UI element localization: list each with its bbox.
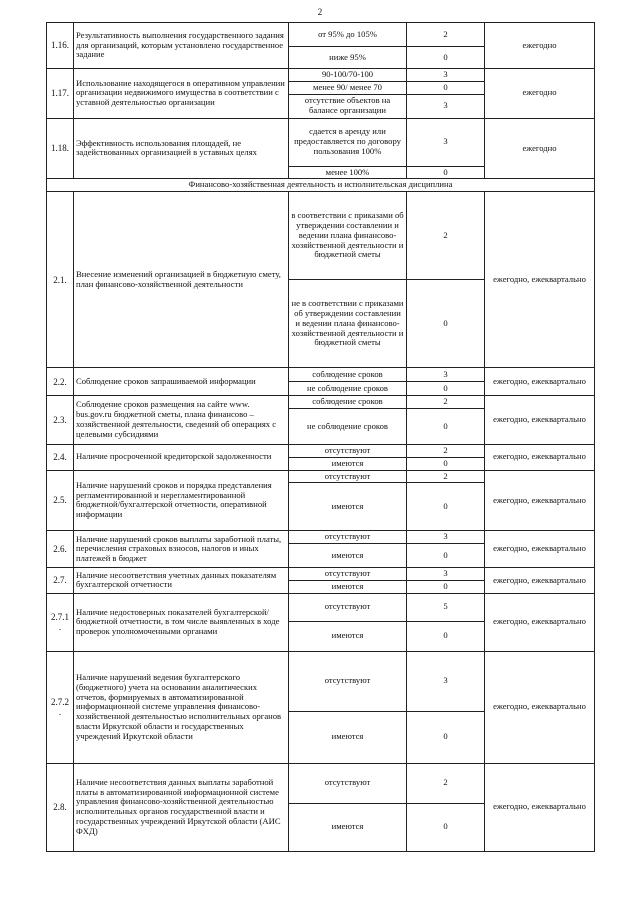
criterion-text: Соблюдение сроков размещения на сайте www. bus.gov.ru бюджетной сметы, плана финансово – хозяйственной деятельности, сведений об операциях с целевыми субсидиями: [74, 396, 289, 445]
row-number: 2.2.: [47, 368, 74, 396]
criterion-text: Эффективность использования площадей, не задействованных организацией в уставных целях: [74, 118, 289, 179]
frequency-text: ежегодно, ежеквартально: [485, 763, 595, 851]
score-value: 0: [407, 457, 485, 470]
score-value: 0: [407, 280, 485, 368]
table-row: [47, 396, 595, 409]
row-number: 1.18.: [47, 118, 74, 179]
frequency-text: ежегодно: [485, 69, 595, 119]
frequency-text: ежегодно, ежеквартально: [485, 470, 595, 531]
condition-text: отсутствуют: [289, 593, 407, 621]
condition-text: не соблюдение сроков: [289, 408, 407, 444]
condition-text: сдается в аренду или предоставляется по договору пользования 100%: [289, 118, 407, 166]
criterion-text: Внесение изменений организацией в бюджетную смету, план финансово-хозяйственной деятельности: [74, 192, 289, 368]
condition-text: отсутствуют: [289, 444, 407, 457]
frequency-text: ежегодно, ежеквартально: [485, 396, 595, 445]
row-number: 1.17.: [47, 69, 74, 119]
score-value: 3: [407, 568, 485, 581]
row-number: 2.7.2 .: [47, 651, 74, 763]
frequency-text: ежегодно, ежеквартально: [485, 531, 595, 568]
score-value: 0: [407, 544, 485, 568]
table-row: [47, 118, 595, 166]
condition-text: имеются: [289, 457, 407, 470]
section-title: Финансово-хозяйственная деятельность и исполнительская дисциплина: [47, 179, 595, 192]
score-value: 3: [407, 368, 485, 382]
frequency-text: ежегодно: [485, 23, 595, 69]
table-row: [47, 444, 595, 457]
row-number: 2.7.1 .: [47, 593, 74, 651]
table-row: [47, 593, 595, 621]
condition-text: менее 100%: [289, 166, 407, 179]
frequency-text: ежегодно, ежеквартально: [485, 651, 595, 763]
table-row: [47, 568, 595, 581]
condition-text: в соответствии с приказами об утверждении составлении и ведении плана финансово-хозяйственной деятельности и бюджетной сметы: [289, 192, 407, 280]
score-value: 2: [407, 23, 485, 47]
row-number: 2.4.: [47, 444, 74, 470]
score-value: 3: [407, 94, 485, 118]
row-number: 2.1.: [47, 192, 74, 368]
score-value: 0: [407, 408, 485, 444]
condition-text: от 95% до 105%: [289, 23, 407, 47]
criteria-table: [46, 22, 595, 852]
condition-text: ниже 95%: [289, 47, 407, 69]
score-value: 0: [407, 803, 485, 851]
condition-text: отсутствуют: [289, 763, 407, 803]
criterion-text: Наличие нарушений сроков выплаты заработной платы, перечисления страховых взносов, налогов и иных платежей в бюджет: [74, 531, 289, 568]
criterion-text: Результативность выполнения государственного задания для организаций, которым установлено государственное задание: [74, 23, 289, 69]
criterion-text: Наличие нарушений ведения бухгалтерского (бюджетного) учета на основании аналитических отчетов, формируемых в автоматизированной информационной системе управления финансово-хозяйственной деятельностью исполнительных органов власти Иркутской области и государственных учреждений Иркутской области: [74, 651, 289, 763]
table-row: [47, 69, 595, 82]
condition-text: отсутствие объектов на балансе организации: [289, 94, 407, 118]
score-value: 3: [407, 651, 485, 711]
score-value: 0: [407, 580, 485, 593]
table-row: [47, 531, 595, 544]
condition-text: 90-100/70-100: [289, 69, 407, 82]
condition-text: имеются: [289, 483, 407, 531]
score-value: 5: [407, 593, 485, 621]
frequency-text: ежегодно: [485, 118, 595, 179]
criterion-text: Наличие просроченной кредиторской задолженности: [74, 444, 289, 470]
score-value: 0: [407, 483, 485, 531]
row-number: 2.5.: [47, 470, 74, 531]
frequency-text: ежегодно, ежеквартально: [485, 368, 595, 396]
score-value: 3: [407, 531, 485, 544]
condition-text: отсутствуют: [289, 651, 407, 711]
table-row: [47, 368, 595, 382]
score-value: 2: [407, 396, 485, 409]
criterion-text: Наличие нарушений сроков и порядка представления регламентированной и нерегламентированной бюджетной/бухгалтерской отчетности, оперативной информации: [74, 470, 289, 531]
row-number: 2.8.: [47, 763, 74, 851]
score-value: 0: [407, 166, 485, 179]
score-value: 0: [407, 711, 485, 763]
criterion-text: Использование находящегося в оперативном управлении организации недвижимого имущества в соответствии с уставной деятельностью организации: [74, 69, 289, 119]
condition-text: отсутствуют: [289, 568, 407, 581]
condition-text: отсутствуют: [289, 470, 407, 483]
criterion-text: Соблюдение сроков запрашиваемой информации: [74, 368, 289, 396]
row-number: 1.16.: [47, 23, 74, 69]
condition-text: не соблюдение сроков: [289, 382, 407, 396]
page-number: 2: [317, 7, 323, 17]
condition-text: соблюдение сроков: [289, 396, 407, 409]
condition-text: имеются: [289, 711, 407, 763]
frequency-text: ежегодно, ежеквартально: [485, 192, 595, 368]
score-value: 0: [407, 81, 485, 94]
score-value: 0: [407, 382, 485, 396]
table-row: [47, 192, 595, 280]
criterion-text: Наличие несоответствия данных выплаты заработной платы в автоматизированной информационной системе управления финансово-хозяйственной деятельностью исполнительных органов государственной власти и государственных учреждений Иркутской области (АИС ФХД): [74, 763, 289, 851]
score-value: 3: [407, 69, 485, 82]
condition-text: имеются: [289, 580, 407, 593]
score-value: 0: [407, 621, 485, 651]
score-value: 0: [407, 47, 485, 69]
row-number: 2.3.: [47, 396, 74, 445]
score-value: 2: [407, 763, 485, 803]
score-value: 2: [407, 444, 485, 457]
table-row: [47, 470, 595, 483]
table-row: [47, 23, 595, 47]
condition-text: имеются: [289, 621, 407, 651]
score-value: 2: [407, 192, 485, 280]
condition-text: менее 90/ менее 70: [289, 81, 407, 94]
condition-text: имеются: [289, 803, 407, 851]
frequency-text: ежегодно, ежеквартально: [485, 568, 595, 594]
row-number: 2.7.: [47, 568, 74, 594]
condition-text: отсутствуют: [289, 531, 407, 544]
section-header-row: [47, 179, 595, 192]
table-row: [47, 651, 595, 711]
criterion-text: Наличие несоответствия учетных данных показателям бухгалтерской отчетности: [74, 568, 289, 594]
condition-text: имеются: [289, 544, 407, 568]
condition-text: не в соответствии с приказами об утверждении составлении и ведении плана финансово-хозяйственной деятельности и бюджетной сметы: [289, 280, 407, 368]
frequency-text: ежегодно, ежеквартально: [485, 444, 595, 470]
row-number: 2.6.: [47, 531, 74, 568]
frequency-text: ежегодно, ежеквартально: [485, 593, 595, 651]
condition-text: соблюдение сроков: [289, 368, 407, 382]
table-row: [47, 763, 595, 803]
score-value: 3: [407, 118, 485, 166]
criterion-text: Наличие недостоверных показателей бухгалтерской/бюджетной отчетности, в том числе выявленных в ходе проверок уполномоченными органами: [74, 593, 289, 651]
score-value: 2: [407, 470, 485, 483]
